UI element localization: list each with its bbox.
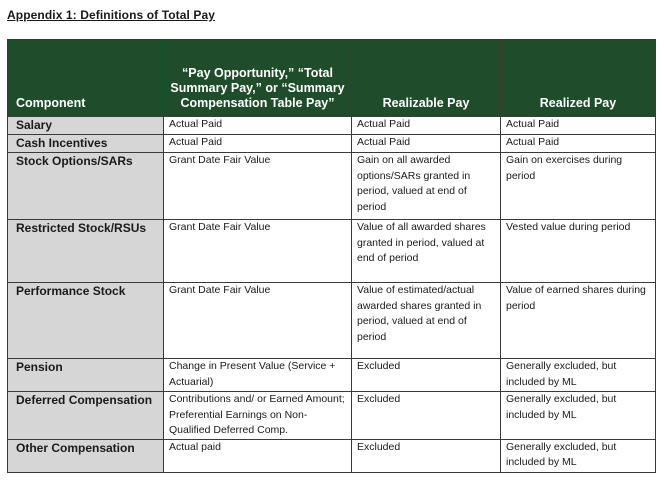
cell-pay-opportunity: Grant Date Fair Value — [164, 220, 352, 283]
table-row — [8, 153, 656, 220]
cell-pay-opportunity: Grant Date Fair Value — [164, 283, 352, 359]
cell-realizable: Actual Paid — [352, 117, 501, 135]
cell-realizable: Value of all awarded shares granted in period, valued at end of period — [352, 220, 501, 283]
total-pay-definitions-table — [7, 39, 656, 473]
cell-pay-opportunity: Actual Paid — [164, 135, 352, 153]
cell-realized: Generally excluded, but included by ML — [501, 439, 656, 472]
table-row — [8, 220, 656, 283]
row-component: Cash Incentives — [8, 135, 164, 153]
header-row — [8, 40, 656, 117]
row-component: Other Compensation — [8, 439, 164, 472]
cell-realizable: Gain on all awarded options/SARs granted in period, valued at end of period — [352, 153, 501, 220]
cell-pay-opportunity: Actual Paid — [164, 117, 352, 135]
cell-realized: Gain on exercises during period — [501, 153, 656, 220]
table-row — [8, 283, 656, 359]
cell-pay-opportunity: Change in Present Value (Service + Actuarial) — [164, 359, 352, 392]
header-realizable-pay: Realizable Pay — [352, 40, 501, 117]
row-component: Deferred Compensation — [8, 392, 164, 440]
header-component: Component — [8, 40, 164, 117]
cell-pay-opportunity: Grant Date Fair Value — [164, 153, 352, 220]
cell-realized: Generally excluded, but included by ML — [501, 359, 656, 392]
row-component: Salary — [8, 117, 164, 135]
cell-realized: Value of earned shares during period — [501, 283, 656, 359]
row-component: Stock Options/SARs — [8, 153, 164, 220]
cell-realizable: Value of estimated/actual awarded shares granted in period, valued at end of period — [352, 283, 501, 359]
cell-realized: Actual Paid — [501, 135, 656, 153]
table-row — [8, 117, 656, 135]
table-row — [8, 359, 656, 392]
row-component: Restricted Stock/RSUs — [8, 220, 164, 283]
table-row — [8, 392, 656, 440]
header-pay-opportunity: “Pay Opportunity,” “Total Summary Pay,” or “Summary Compensation Table Pay” — [164, 40, 352, 117]
page-title: Appendix 1: Definitions of Total Pay — [7, 8, 216, 22]
cell-realized: Generally excluded, but included by ML — [501, 392, 656, 440]
header-realized-pay: Realized Pay — [501, 40, 656, 117]
table-row — [8, 135, 656, 153]
cell-pay-opportunity: Actual paid — [164, 439, 352, 472]
cell-realizable: Excluded — [352, 392, 501, 440]
cell-realizable: Excluded — [352, 439, 501, 472]
cell-pay-opportunity: Contributions and/ or Earned Amount; Preferential Earnings on Non-Qualified Deferred Comp. — [164, 392, 352, 440]
cell-realizable: Actual Paid — [352, 135, 501, 153]
cell-realizable: Excluded — [352, 359, 501, 392]
cell-realized: Vested value during period — [501, 220, 656, 283]
row-component: Pension — [8, 359, 164, 392]
table-row — [8, 439, 656, 472]
row-component: Performance Stock — [8, 283, 164, 359]
cell-realized: Actual Paid — [501, 117, 656, 135]
